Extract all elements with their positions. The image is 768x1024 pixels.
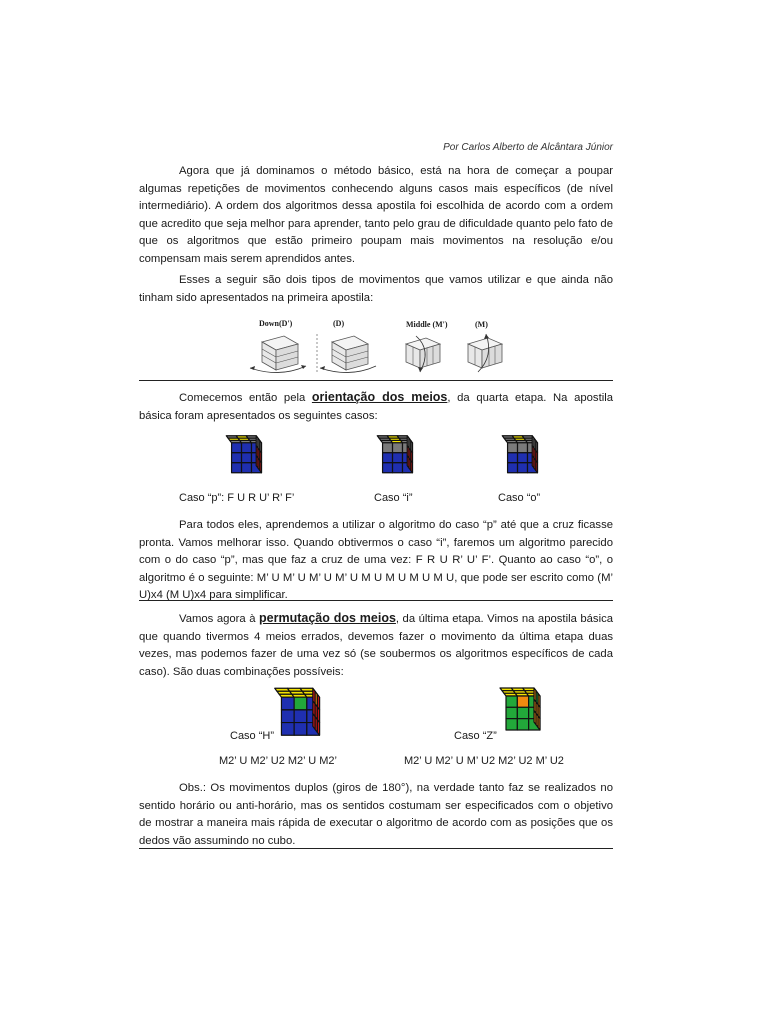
permutation-pre: Vamos agora à	[179, 613, 256, 625]
algorithm-case-z: M2’ U M2’ U M’ U2 M2’ U2 M’ U2	[404, 755, 564, 767]
orientation-term: orientação dos meios	[311, 390, 448, 404]
move-illustrations	[240, 330, 520, 375]
orientation-paragraph-2	[139, 517, 613, 605]
caption-case-p: Caso “p”: F U R U’ R’ F’	[179, 492, 295, 504]
middle-prime-cube-illustration	[406, 336, 440, 372]
move-label-middle: (M)	[475, 320, 488, 329]
move-label-down: (D)	[333, 319, 345, 328]
cube-case-i	[372, 434, 422, 484]
down-cube-illustration	[320, 336, 376, 373]
permutation-paragraph	[139, 610, 613, 681]
caption-case-o: Caso “o”	[498, 492, 541, 504]
intro-paragraph-1	[139, 163, 613, 268]
middle-cube-illustration	[468, 334, 502, 372]
section-divider-3	[139, 848, 613, 849]
orientation-pre: Comecemos então pela	[179, 392, 306, 404]
author-line: Por Carlos Alberto de Alcântara Júnior	[443, 142, 613, 153]
section-divider-1	[139, 380, 613, 381]
permutation-term: permutação dos meios	[259, 611, 396, 625]
obs-paragraph	[139, 780, 613, 850]
intro-text-2: Esses a seguir são dois tipos de movimentos que vamos utilizar e que ainda não tinham sido apresentados na primeira apostila:	[139, 274, 613, 304]
orientation-text-2: Para todos eles, aprendemos a utilizar o algoritmo do caso “p” até que a cruz ficasse pronta. Vamos melhorar isso. Quando obtivermos o caso “i”, faremos um algoritmo parecido com o do caso “p”, mas que faz a cruz de uma vez: F R U R’ U’ F’. Quanto ao caso “o”, o algoritmo é o seguinte: M’ U M’ U M’ U M’ U M U M U M U M U, que pode ser escrito como (M’ U)x4 (M U)x4 para simplificar.	[139, 519, 613, 601]
permutation-post: , da última etapa. Vimos na apostila básica que quando tivermos 4 meios errados, devemos fazer o movimento da última etapa duas vezes, mas podemos fazer de uma vez só (se soubermos os algoritmos específicos de cada caso). São duas combinações possíveis:	[139, 613, 614, 678]
cube-case-h	[268, 686, 330, 748]
caption-case-z: Caso “Z”	[454, 730, 497, 742]
section-divider-2	[139, 600, 613, 601]
cube-case-z	[494, 686, 548, 740]
intro-paragraph-2	[139, 272, 613, 307]
cube-case-p	[221, 434, 271, 484]
orientation-post: , da quarta etapa. Na apostila básica foram apresentados os seguintes casos:	[139, 392, 614, 422]
move-label-down-prime: Down(D')	[259, 319, 293, 328]
cube-case-o	[497, 434, 547, 484]
algorithm-case-h: M2’ U M2’ U2 M2’ U M2’	[219, 755, 337, 767]
caption-case-i: Caso “i”	[374, 492, 413, 504]
move-label-middle-prime: Middle (M')	[406, 320, 448, 329]
obs-text: Obs.: Os movimentos duplos (giros de 180°), na verdade tanto faz se realizados no sentido horário ou anti-horário, mas os sentidos costumam ser especificados com o objetivo de mostrar a maneira mais rápida de executar o algoritmo de acordo com as posições que os dedos vão assumindo no cubo.	[139, 782, 613, 847]
orientation-paragraph	[139, 389, 613, 425]
caption-case-h: Caso “H”	[230, 730, 275, 742]
down-prime-cube-illustration	[250, 336, 306, 373]
intro-text-1: Agora que já dominamos o método básico, está na hora de começar a poupar algumas repetições de movimentos conhecendo alguns casos mais específicos (de nível intermediário). A ordem dos algoritmos dessa apostila foi escolhida de acordo com a ordem que acredito que seja melhor para aprender, tanto pelo grau de dificuldade quanto pelo fato de que os algoritmos que estão primeiro poupam mais movimentos na resolução e/ou compensam mais serem aprendidos antes.	[139, 165, 613, 265]
